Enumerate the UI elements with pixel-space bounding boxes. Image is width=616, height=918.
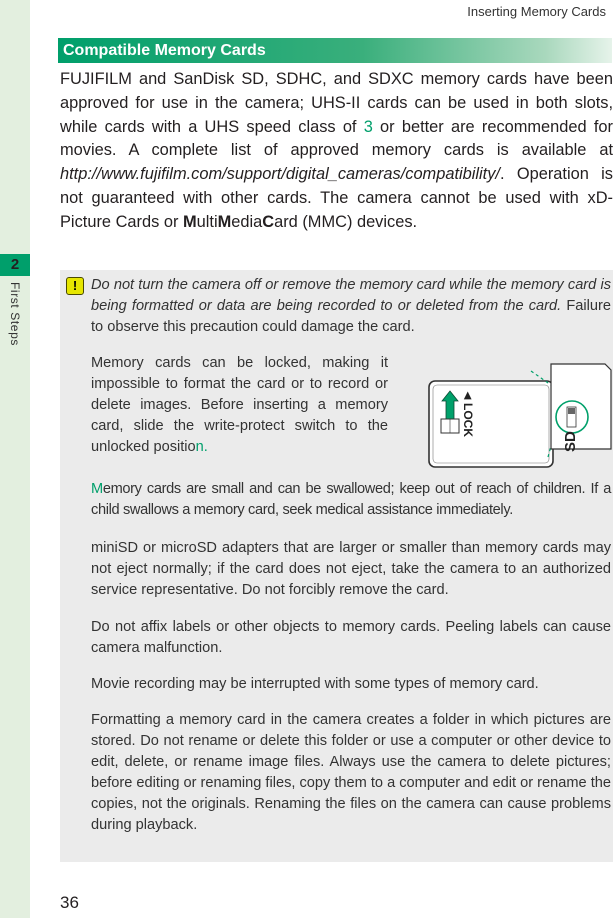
caution-lock-note: Memory cards can be locked, making it impossible to format the card or to record or delete images. Before inserting a memory card, slide the write-protect switch to the unlocked position. — [91, 355, 388, 455]
section-body: FUJIFILM and SanDisk SD, SDHC, and SDXC memory cards have been approved for use in the camera; UHS-II cards can be used in both slots, while cards with a UHS speed class of 3 or better are recommended for movies. A complete list of approved memory cards is available at http://www.fujifilm.com/support/digital_cameras/compatibility/. Operation is not guaranteed with other cards. The camera cannot be used with xD-Picture Cards or MultiMediaCard (MMC) devices. — [60, 70, 613, 231]
section-heading: Compatible Memory Cards — [58, 38, 612, 63]
compatibility-url[interactable]: http://www.fujifilm.com/support/digital_cameras/compatibility/ — [60, 165, 500, 184]
lock-label: LOCK — [461, 403, 475, 437]
running-head: Inserting Memory Cards — [467, 4, 606, 19]
caution-label-warning: Do not affix labels or other objects to memory cards. Peeling labels can cause camera malfunction. — [91, 619, 611, 656]
uhs-class-value: 3 — [363, 117, 373, 136]
caution-folder-note: Formatting a memory card in the camera creates a folder in which pictures are stored. Do not rename or delete this folder or use a computer or other device to edit, delete, or rename image files. Always use the camera to delete pictures; before editing or renaming files, copy them to a computer and edit or rename the copies, not the originals. Renaming the files on the camera can cause problems during playback. — [91, 712, 611, 833]
chapter-number: 2 — [10, 256, 20, 273]
chapter-title: First Steps — [8, 282, 22, 346]
caution-movie-note: Movie recording may be interrupted with some types of memory card. — [91, 676, 539, 692]
caution-icon: ! — [66, 277, 84, 295]
caution-format-warning: Do not turn the camera off or remove the memory card while the memory card is being formatted or data are being recorded to or deleted from the card. Failure to observe this precaution could damage the card. — [91, 277, 611, 335]
caution-swallow-warning: Memory cards are small and can be swallowed; keep out of reach of children. If a child swallows a memory card, seek medical assistance immediately. — [91, 481, 611, 518]
caution-adapter-warning: miniSD or microSD adapters that are larger or smaller than memory cards may not eject normally; if the card does not eject, take the camera to an authorized service representative. Do not forcibly remove the card. — [91, 540, 611, 598]
lock-arrow-icon: ◄ — [461, 389, 476, 402]
memory-card-lock-figure — [403, 357, 613, 469]
page-number: 36 — [60, 893, 79, 912]
side-strip — [0, 0, 30, 918]
sd-logo: SD — [562, 431, 579, 452]
